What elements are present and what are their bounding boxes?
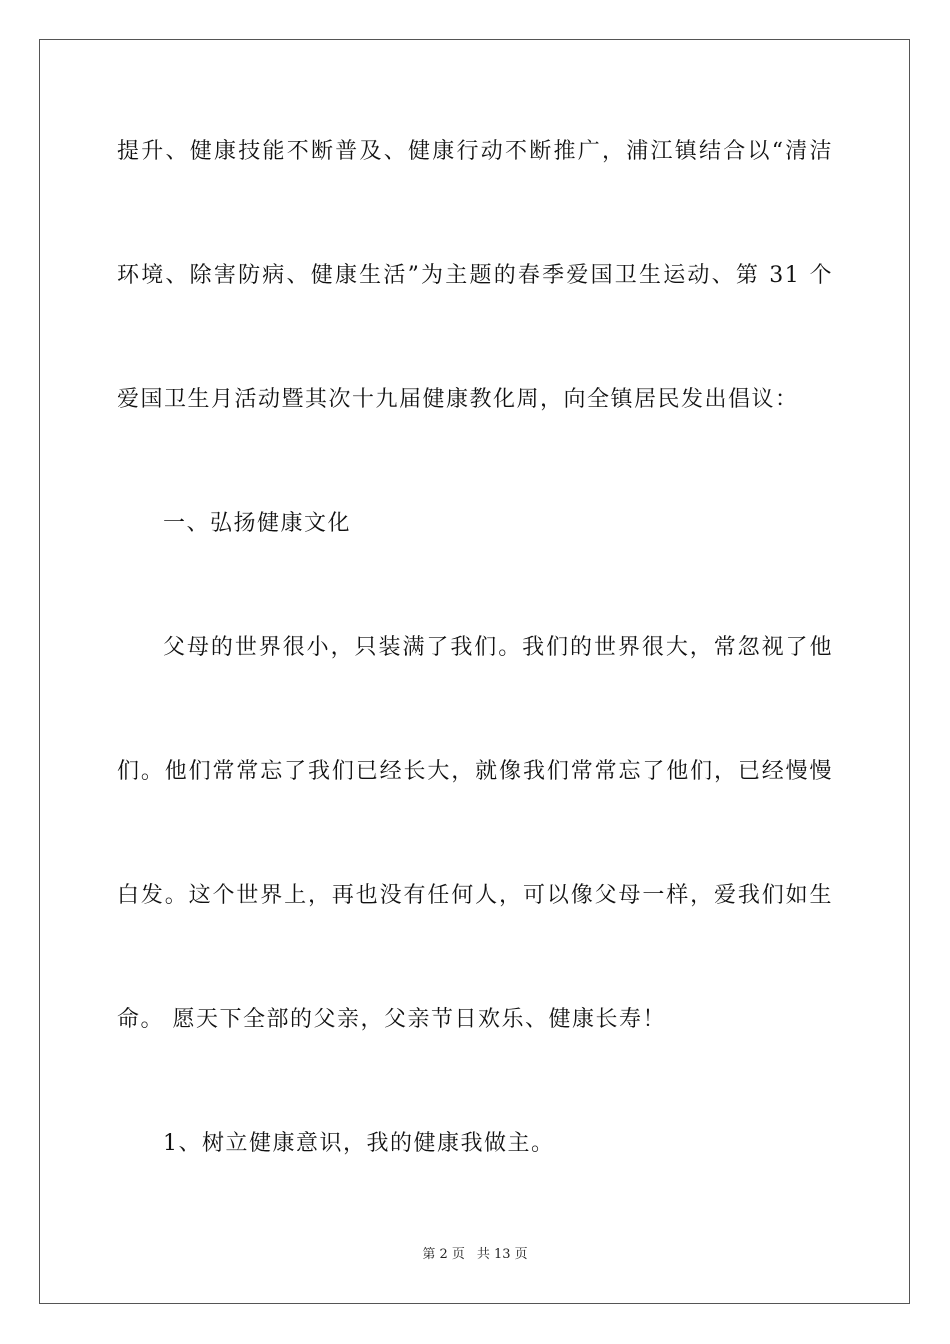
body-text-line-7: 白发。这个世界上，再也没有任何人，可以像父母一样，爱我们如生 xyxy=(117,883,833,908)
section-heading: 一、弘扬健康文化 xyxy=(163,511,352,536)
page-footer xyxy=(0,1246,950,1264)
body-text-line-5: 父母的世界很小，只装满了我们。我们的世界很大，常忽视了他 xyxy=(163,635,833,660)
body-text-line-8: 命。 愿天下全部的父亲，父亲节日欢乐、健康长寿！ xyxy=(117,1007,666,1032)
list-item-1: 1、树立健康意识，我的健康我做主。 xyxy=(163,1131,555,1156)
body-text-line-1: 提升、健康技能不断普及、健康行动不断推广，浦江镇结合以“清洁 xyxy=(117,139,833,164)
body-text-line-2: 环境、除害防病、健康生活”为主题的春季爱国卫生运动、第 31 个 xyxy=(117,263,833,288)
page-border xyxy=(39,39,910,1304)
body-text-line-6: 们。他们常常忘了我们已经长大，就像我们常常忘了他们，已经慢慢 xyxy=(117,759,833,784)
page-number: 第 2 页 xyxy=(422,1247,465,1262)
page-total: 共 13 页 xyxy=(476,1247,528,1262)
body-text-line-3: 爱国卫生月活动暨其次十九届健康教化周，向全镇居民发出倡议： xyxy=(117,387,799,412)
